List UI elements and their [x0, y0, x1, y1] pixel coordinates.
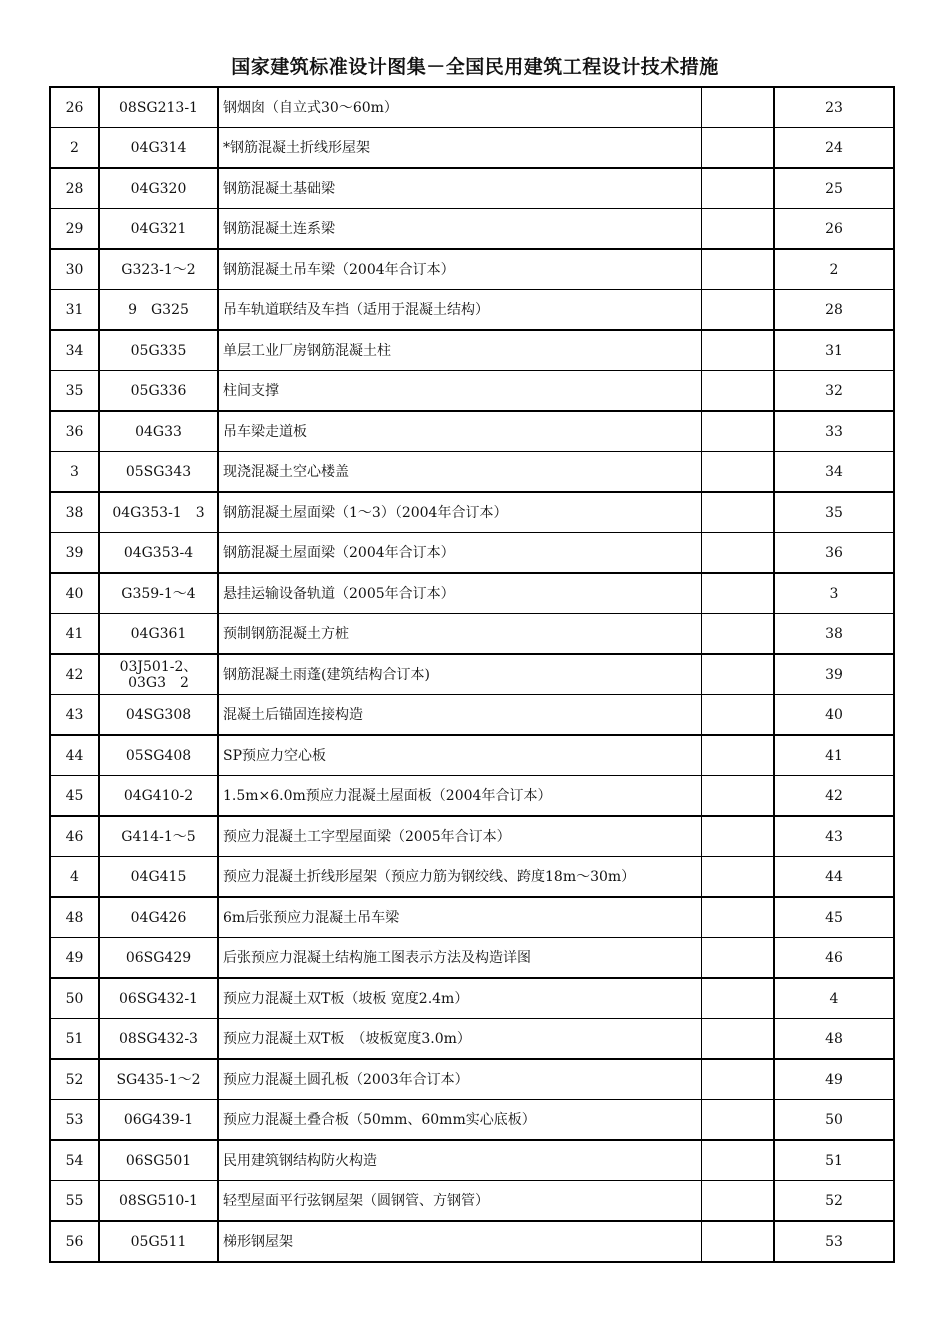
atlas-code-text: G414-1～5	[121, 828, 196, 845]
atlas-code-cell	[99, 209, 218, 250]
empty-cell	[702, 492, 775, 533]
atlas-code-cell	[99, 1019, 218, 1060]
page-number-cell: 53	[774, 1221, 894, 1262]
table-row	[50, 411, 894, 452]
row-number-cell: 45	[50, 776, 99, 817]
atlas-code-text: 06SG501	[125, 1152, 192, 1169]
table-row	[50, 735, 894, 776]
atlas-code-text: 06G439-1	[123, 1111, 194, 1128]
atlas-name-cell: 钢筋混凝土屋面梁（1～3）（2004年合订本）	[218, 492, 702, 533]
atlas-name-cell: 混凝土后锚固连接构造	[218, 695, 702, 736]
atlas-code-text: 03J501-2、	[119, 658, 198, 675]
atlas-code-text: 06SG429	[125, 949, 192, 966]
empty-cell	[702, 87, 775, 128]
atlas-name-cell: 预应力混凝土工字型屋面梁（2005年合订本）	[218, 816, 702, 857]
atlas-name-cell: 钢筋混凝土雨蓬(建筑结构合订本)	[218, 654, 702, 695]
page-number-cell: 25	[774, 168, 894, 209]
atlas-code-text: 04G415	[130, 868, 187, 885]
atlas-code-cell	[99, 857, 218, 898]
empty-cell	[702, 290, 775, 331]
atlas-code-cell	[99, 897, 218, 938]
atlas-code-cell	[99, 1181, 218, 1222]
atlas-name-cell: *钢筋混凝土折线形屋架	[218, 128, 702, 169]
page-number-cell: 36	[774, 533, 894, 574]
atlas-code-cell	[99, 938, 218, 979]
atlas-code-cell	[99, 533, 218, 574]
atlas-code-cell	[99, 87, 218, 128]
atlas-code-cell	[99, 371, 218, 412]
table-row	[50, 249, 894, 290]
empty-cell	[702, 938, 775, 979]
atlas-code-cell	[99, 654, 218, 695]
page-number-cell: 51	[774, 1140, 894, 1181]
page-number-cell: 49	[774, 1059, 894, 1100]
atlas-code-text: 04G314	[130, 139, 187, 156]
row-number-cell: 42	[50, 654, 99, 695]
page-number-cell: 24	[774, 128, 894, 169]
table-row	[50, 1181, 894, 1222]
atlas-code-cell	[99, 452, 218, 493]
row-number-cell: 54	[50, 1140, 99, 1181]
row-number-cell: 50	[50, 978, 99, 1019]
row-number-cell: 48	[50, 897, 99, 938]
table-row	[50, 1019, 894, 1060]
atlas-code-cell	[99, 1059, 218, 1100]
empty-cell	[702, 249, 775, 290]
atlas-name-cell: 后张预应力混凝土结构施工图表示方法及构造详图	[218, 938, 702, 979]
empty-cell	[702, 1221, 775, 1262]
atlas-code-text: 05SG408	[125, 747, 192, 764]
page-number-cell: 48	[774, 1019, 894, 1060]
empty-cell	[702, 816, 775, 857]
table-row	[50, 816, 894, 857]
empty-cell	[702, 128, 775, 169]
atlas-code-cell	[99, 614, 218, 655]
atlas-name-cell: 6m后张预应力混凝土吊车梁	[218, 897, 702, 938]
row-number-cell: 52	[50, 1059, 99, 1100]
atlas-code-cell	[99, 816, 218, 857]
empty-cell	[702, 1181, 775, 1222]
page-number-cell: 34	[774, 452, 894, 493]
page-number-cell: 42	[774, 776, 894, 817]
atlas-code-text: 05SG343	[125, 463, 192, 480]
row-number-cell: 41	[50, 614, 99, 655]
page-number-cell: 50	[774, 1100, 894, 1141]
page-number-cell: 40	[774, 695, 894, 736]
page-number-cell: 26	[774, 209, 894, 250]
empty-cell	[702, 978, 775, 1019]
empty-cell	[702, 573, 775, 614]
row-number-cell: 44	[50, 735, 99, 776]
atlas-code-text: 04G410-2	[123, 787, 194, 804]
table-row	[50, 1221, 894, 1262]
page-number-cell: 32	[774, 371, 894, 412]
page-number-cell: 45	[774, 897, 894, 938]
atlas-code-cell	[99, 1221, 218, 1262]
table-row	[50, 371, 894, 412]
row-number-cell: 49	[50, 938, 99, 979]
table-row	[50, 695, 894, 736]
atlas-code-text: 08SG510-1	[119, 1192, 198, 1209]
atlas-name-cell: SP预应力空心板	[218, 735, 702, 776]
atlas-code-text: 04G33	[135, 423, 182, 440]
atlas-code-text: 04G321	[130, 220, 187, 237]
empty-cell	[702, 452, 775, 493]
empty-cell	[702, 735, 775, 776]
atlas-code-cell	[99, 492, 218, 533]
atlas-code-text: 08SG432-3	[119, 1030, 198, 1047]
atlas-code-text: 04G361	[130, 625, 187, 642]
atlas-code-text: 04SG308	[125, 706, 192, 723]
page-title: 国家建筑标准设计图集－全国民用建筑工程设计技术措施	[231, 56, 719, 78]
atlas-code-text: 9 G325	[128, 301, 189, 318]
atlas-name-cell: 梯形钢屋架	[218, 1221, 702, 1262]
atlas-name-cell: 悬挂运输设备轨道（2005年合订本）	[218, 573, 702, 614]
row-number-cell: 31	[50, 290, 99, 331]
table-row	[50, 290, 894, 331]
table-row	[50, 614, 894, 655]
table-row	[50, 128, 894, 169]
row-number-cell: 3	[50, 452, 99, 493]
empty-cell	[702, 654, 775, 695]
atlas-code-text: 08SG213-1	[119, 99, 198, 116]
atlas-code-text: 06SG432-1	[119, 990, 198, 1007]
empty-cell	[702, 1140, 775, 1181]
table-row	[50, 330, 894, 371]
atlas-name-cell: 预应力混凝土折线形屋架（预应力筋为钢绞线、跨度18m～30m）	[218, 857, 702, 898]
row-number-cell: 2	[50, 128, 99, 169]
atlas-name-cell: 预应力混凝土双T板（坡板 宽度2.4m）	[218, 978, 702, 1019]
empty-cell	[702, 168, 775, 209]
table-row	[50, 857, 894, 898]
atlas-name-cell: 现浇混凝土空心楼盖	[218, 452, 702, 493]
table-row	[50, 1140, 894, 1181]
atlas-name-cell: 吊车轨道联结及车挡（适用于混凝土结构）	[218, 290, 702, 331]
table-row	[50, 573, 894, 614]
table-row	[50, 654, 894, 695]
atlas-code-cell	[99, 776, 218, 817]
atlas-code-text: 04G426	[130, 909, 187, 926]
table-row	[50, 1059, 894, 1100]
page-number-cell: 39	[774, 654, 894, 695]
row-number-cell: 36	[50, 411, 99, 452]
atlas-name-cell: 柱间支撑	[218, 371, 702, 412]
atlas-name-cell: 预制钢筋混凝土方桩	[218, 614, 702, 655]
page-number-cell: 43	[774, 816, 894, 857]
atlas-code-text: 05G335	[130, 342, 187, 359]
row-number-cell: 30	[50, 249, 99, 290]
page-number-cell: 28	[774, 290, 894, 331]
table-row	[50, 168, 894, 209]
empty-cell	[702, 1019, 775, 1060]
table-row	[50, 938, 894, 979]
empty-cell	[702, 897, 775, 938]
table-row	[50, 209, 894, 250]
page-number-cell: 4	[774, 978, 894, 1019]
page-number-cell: 3	[774, 573, 894, 614]
atlas-name-cell: 民用建筑钢结构防火构造	[218, 1140, 702, 1181]
empty-cell	[702, 857, 775, 898]
page-number-cell: 44	[774, 857, 894, 898]
page-number-cell: 2	[774, 249, 894, 290]
atlas-name-cell: 预应力混凝土双T板 （坡板宽度3.0m）	[218, 1019, 702, 1060]
atlas-name-cell: 钢烟囱（自立式30～60m）	[218, 87, 702, 128]
atlas-code-text: G359-1～4	[121, 585, 196, 602]
atlas-name-cell: 轻型屋面平行弦钢屋架（圆钢管、方钢管）	[218, 1181, 702, 1222]
page-number-cell: 41	[774, 735, 894, 776]
atlas-name-cell: 预应力混凝土叠合板（50mm、60mm实心底板）	[218, 1100, 702, 1141]
empty-cell	[702, 330, 775, 371]
table-row	[50, 897, 894, 938]
atlas-code-cell	[99, 128, 218, 169]
row-number-cell: 40	[50, 573, 99, 614]
atlas-code-cell	[99, 330, 218, 371]
atlas-code-text: 04G353-4	[123, 544, 194, 561]
row-number-cell: 51	[50, 1019, 99, 1060]
atlas-code-cell	[99, 290, 218, 331]
atlas-name-cell: 钢筋混凝土基础梁	[218, 168, 702, 209]
empty-cell	[702, 411, 775, 452]
empty-cell	[702, 614, 775, 655]
empty-cell	[702, 209, 775, 250]
row-number-cell: 46	[50, 816, 99, 857]
row-number-cell: 55	[50, 1181, 99, 1222]
table-row	[50, 1100, 894, 1141]
atlas-code-cell	[99, 695, 218, 736]
page-number-cell: 38	[774, 614, 894, 655]
empty-cell	[702, 1100, 775, 1141]
row-number-cell: 29	[50, 209, 99, 250]
atlas-code-text: 04G353-1 3	[112, 504, 205, 521]
page-number-cell: 33	[774, 411, 894, 452]
atlas-name-cell: 钢筋混凝土连系梁	[218, 209, 702, 250]
atlas-code-cell	[99, 249, 218, 290]
table-row	[50, 533, 894, 574]
table-row	[50, 776, 894, 817]
atlas-code-cell	[99, 573, 218, 614]
empty-cell	[702, 695, 775, 736]
atlas-name-cell: 吊车梁走道板	[218, 411, 702, 452]
page-number-cell: 23	[774, 87, 894, 128]
atlas-code-text: 05G511	[130, 1233, 187, 1250]
empty-cell	[702, 776, 775, 817]
row-number-cell: 28	[50, 168, 99, 209]
table-body	[50, 87, 894, 1262]
page-number-cell: 31	[774, 330, 894, 371]
table-row	[50, 978, 894, 1019]
atlas-code-cell	[99, 411, 218, 452]
empty-cell	[702, 533, 775, 574]
atlas-name-cell: 钢筋混凝土吊车梁（2004年合订本）	[218, 249, 702, 290]
row-number-cell: 26	[50, 87, 99, 128]
atlas-code-cell	[99, 1100, 218, 1141]
row-number-cell: 4	[50, 857, 99, 898]
table-row	[50, 492, 894, 533]
page-number-cell: 46	[774, 938, 894, 979]
atlas-name-cell: 1.5m×6.0m预应力混凝土屋面板（2004年合订本）	[218, 776, 702, 817]
row-number-cell: 39	[50, 533, 99, 574]
atlas-code-text: SG435-1～2	[116, 1071, 201, 1088]
atlas-name-cell: 钢筋混凝土屋面梁（2004年合订本）	[218, 533, 702, 574]
page-number-cell: 52	[774, 1181, 894, 1222]
row-number-cell: 43	[50, 695, 99, 736]
table-row	[50, 452, 894, 493]
atlas-index-table	[49, 86, 895, 1263]
atlas-name-cell: 单层工业厂房钢筋混凝土柱	[218, 330, 702, 371]
empty-cell	[702, 1059, 775, 1100]
row-number-cell: 35	[50, 371, 99, 412]
atlas-code-cell	[99, 168, 218, 209]
atlas-name-cell: 预应力混凝土圆孔板（2003年合订本）	[218, 1059, 702, 1100]
atlas-code-cell	[99, 735, 218, 776]
row-number-cell: 38	[50, 492, 99, 533]
table-row	[50, 87, 894, 128]
atlas-code-cell	[99, 978, 218, 1019]
atlas-code-text: G323-1～2	[121, 261, 196, 278]
atlas-code-text: 05G336	[130, 382, 187, 399]
empty-cell	[702, 371, 775, 412]
page-number-cell: 35	[774, 492, 894, 533]
atlas-code-text: 03G3 2	[128, 674, 189, 691]
atlas-code-cell	[99, 1140, 218, 1181]
atlas-code-text: 04G320	[130, 180, 187, 197]
row-number-cell: 53	[50, 1100, 99, 1141]
row-number-cell: 56	[50, 1221, 99, 1262]
row-number-cell: 34	[50, 330, 99, 371]
